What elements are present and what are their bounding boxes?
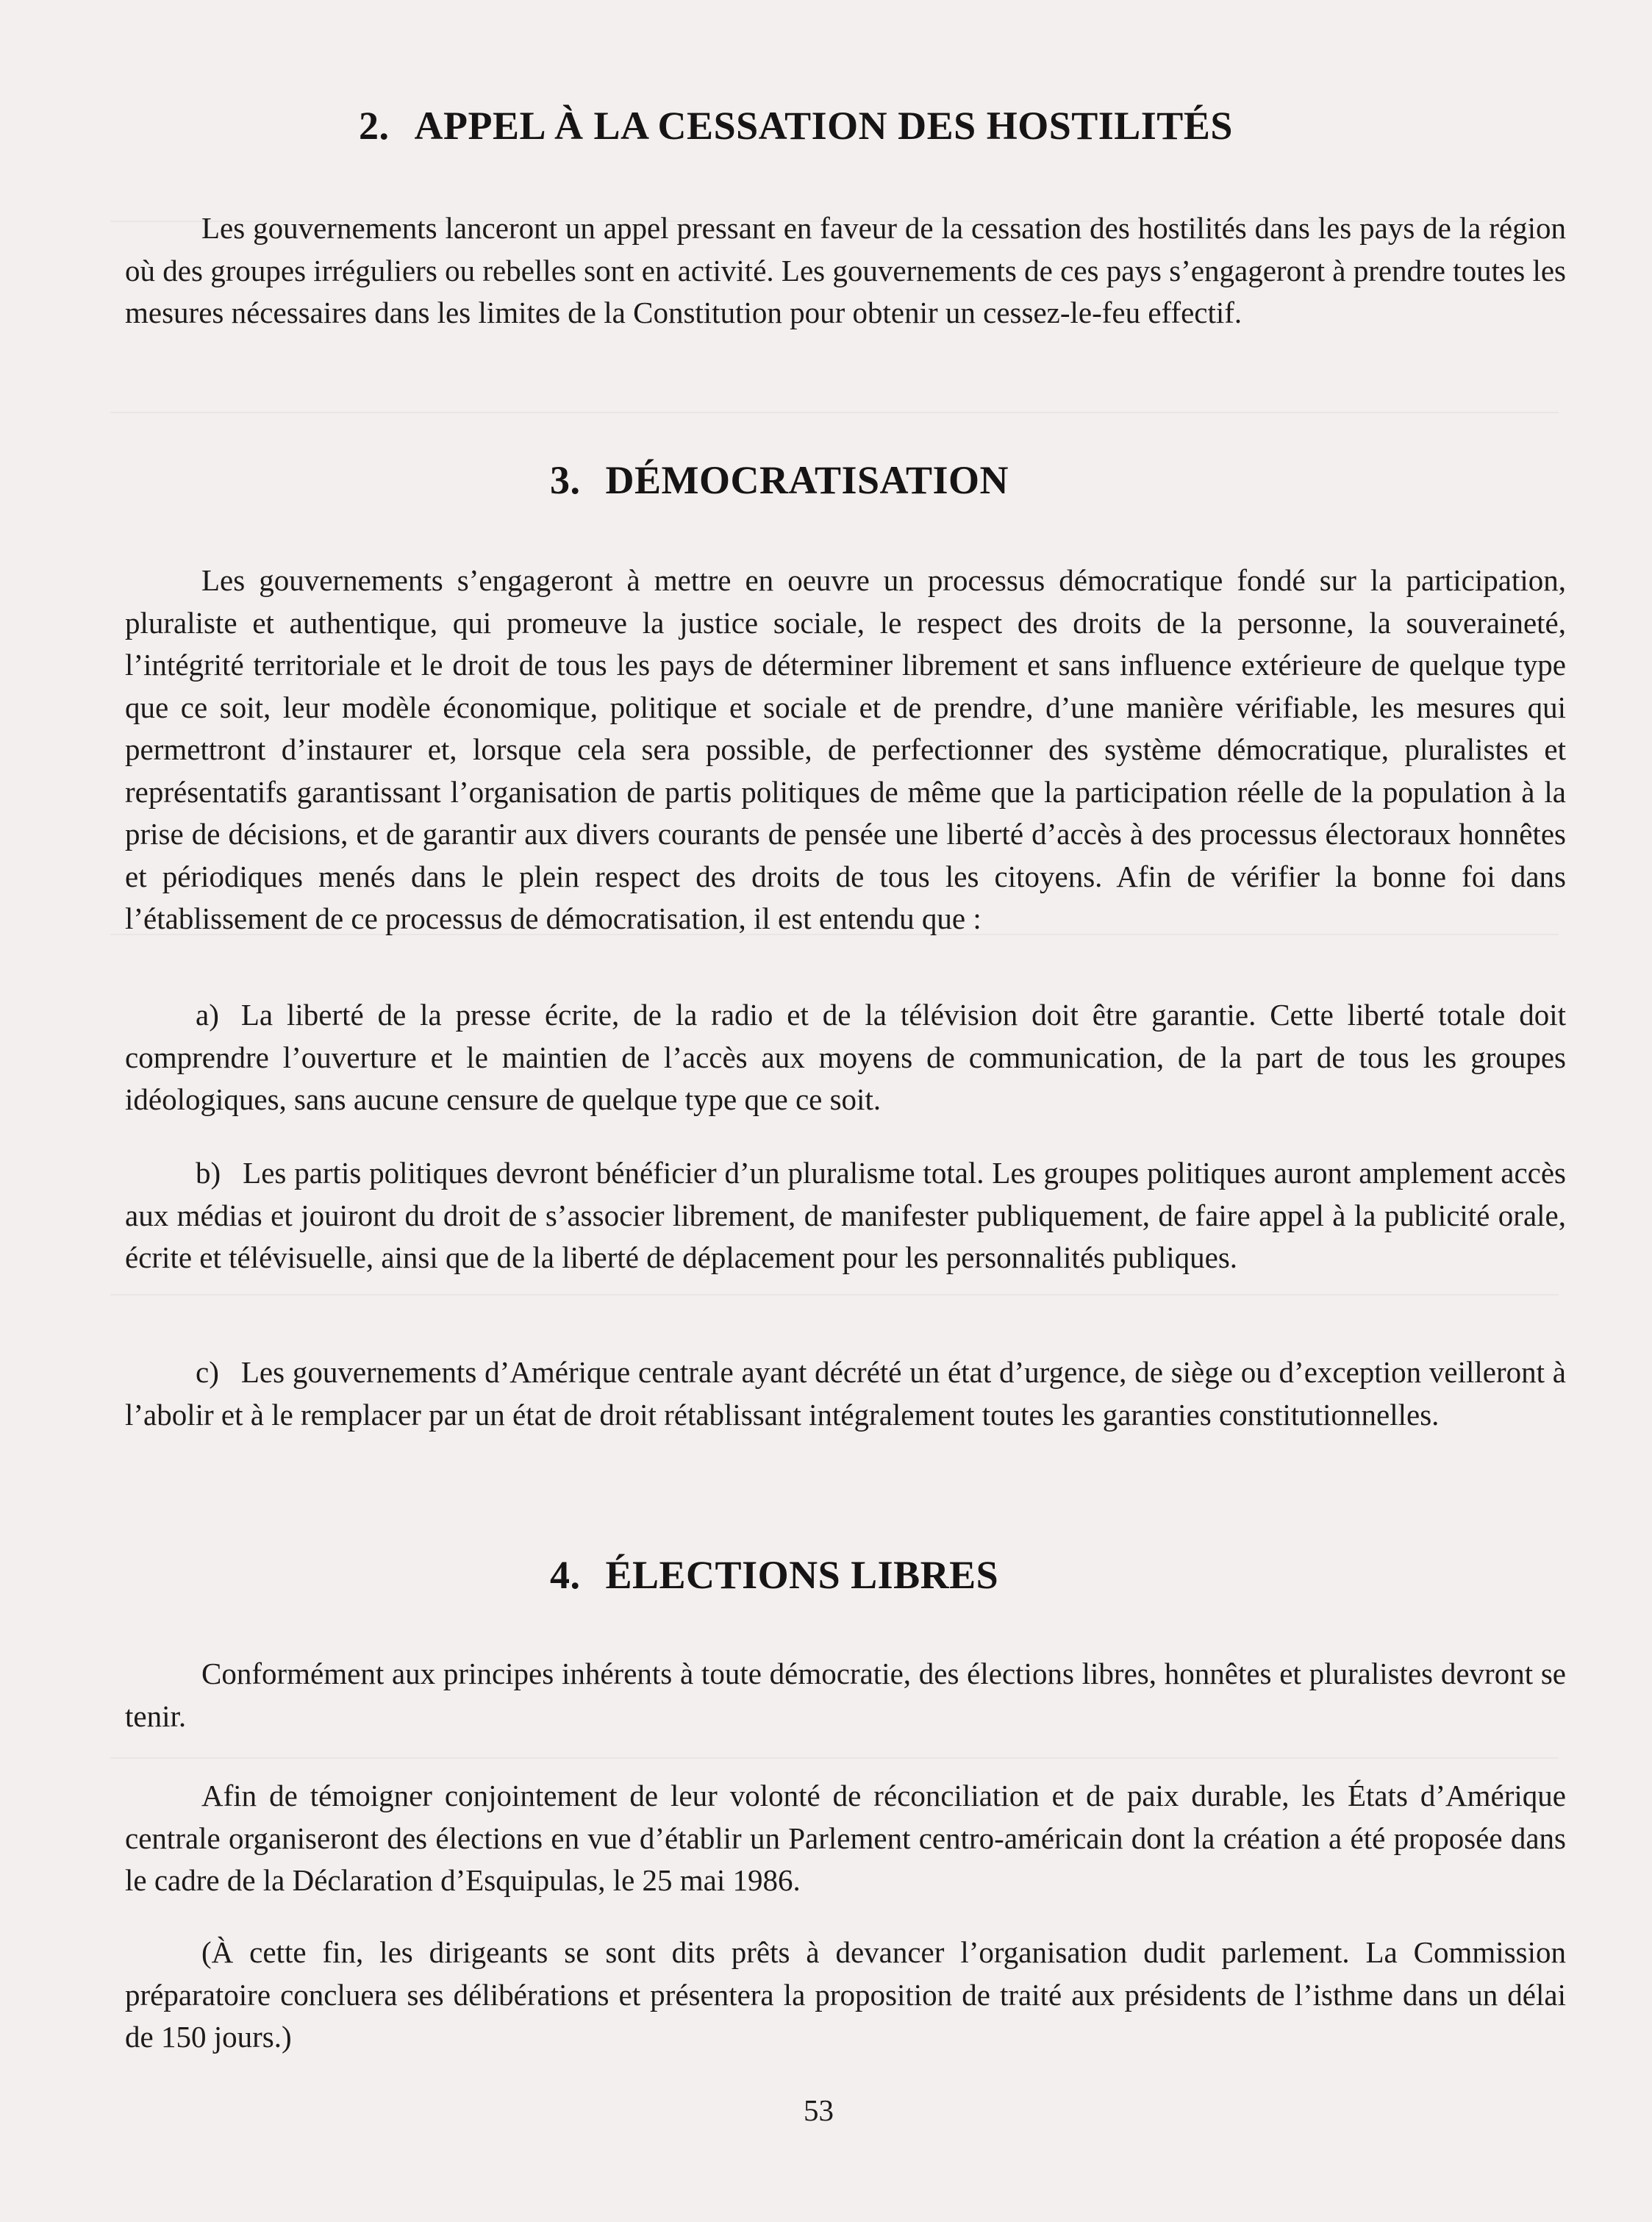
list-item-label: c) [196, 1355, 219, 1389]
list-item-text: Les partis politiques devront bénéficier d’un pluralisme total. Les groupes politiques auront amplement accès aux médias et jouiront du droit de s’associer librement, de manifester publiquement, de faire appel à la publicité orale, écrite et télévisuelle, ainsi que de la liberté de déplacement pour les personnalités publiques. [125, 1156, 1566, 1274]
section-heading-4 [550, 1552, 998, 1598]
section-number: 4. [550, 1553, 581, 1597]
section-4-paragraph-3: (À cette fin, les dirigeants se sont dits prêts à devancer l’organisation dudit parlement. La Commission préparatoire concluera ses délibérations et présentera la proposition de traité aux présidents de l’isthme dans un délai de 150 jours.) [125, 1935, 1566, 2054]
section-4-paragraph-1: Conformément aux principes inhérents à toute démocratie, des élections libres, honnêtes et pluralistes devront se tenir. [125, 1657, 1566, 1733]
section-number: 2. [359, 104, 390, 148]
section-heading-2 [359, 103, 1233, 149]
list-item-b [125, 1152, 1566, 1279]
section-2-paragraph: Les gouvernements lanceront un appel pressant en faveur de la cessation des hostilités dans les pays de la région où des groupes irréguliers ou rebelles sont en activité. Les gouvernements de ces pays s’engageront à prendre toutes les mesures nécessaires dans les limites de la Constitution pour obtenir un cessez-le-feu effectif. [125, 211, 1566, 329]
section-4-paragraph-2: Afin de témoigner conjointement de leur volonté de réconciliation et de paix durable, les États d’Amérique centrale organiseront des élections en vue d’établir un Parlement centro-américain dont la création a été proposée dans le cadre de la Déclaration d’Esquipulas, le 25 mai 1986. [125, 1779, 1566, 1897]
bleed-through-line [110, 412, 1559, 413]
section-3-paragraph: Les gouvernements s’engageront à mettre en oeuvre un processus démocratique fondé sur la participation, pluraliste et authentique, qui promeuve la justice sociale, le respect des droits de la personne, la souveraineté, l’intégrité territoriale et le droit de tous les pays de déterminer librement et sans influence extérieure de quelque type que ce soit, leur modèle économique, politique et sociale et de prendre, d’une manière vérifiable, les mesures qui permettront d’instaurer et, lorsque cela sera possible, de perfectionner des système démocratique, pluralistes et représentatifs garantissant l’organisation de partis politiques de même que la participation réelle de la population à la prise de décisions, et de garantir aux divers courants de pensée une liberté d’accès à des processus électoraux honnêtes et périodiques menés dans le plein respect des droits de tous les citoyens. Afin de vérifier la bonne foi dans l’établissement de ce processus de démocratisation, il est entendu que : [125, 563, 1566, 935]
section-title: DÉMOCRATISATION [605, 458, 1009, 502]
section-title: APPEL À LA CESSATION DES HOSTILITÉS [414, 104, 1233, 148]
list-item-a [125, 994, 1566, 1121]
list-item-c [125, 1351, 1566, 1436]
list-item-text: Les gouvernements d’Amérique centrale ayant décrété un état d’urgence, de siège ou d’exception veilleront à l’abolir et à le remplacer par un état de droit rétablissant intégralement toutes les garanties constitutionnelles. [125, 1355, 1566, 1432]
bleed-through-line [110, 1294, 1559, 1296]
section-heading-3 [550, 457, 1009, 503]
list-item-text: La liberté de la presse écrite, de la radio et de la télévision doit être garantie. Cette liberté totale doit comprendre l’ouverture et le maintien de l’accès aux moyens de communication, de la part de tous les groupes idéologiques, sans aucune censure de quelque type que ce soit. [125, 998, 1566, 1116]
section-title: ÉLECTIONS LIBRES [605, 1553, 999, 1597]
section-number: 3. [550, 458, 581, 502]
list-item-label: b) [196, 1156, 221, 1190]
bleed-through-line [110, 1757, 1559, 1759]
page-number: 53 [804, 2093, 834, 2127]
list-item-label: a) [196, 998, 219, 1032]
